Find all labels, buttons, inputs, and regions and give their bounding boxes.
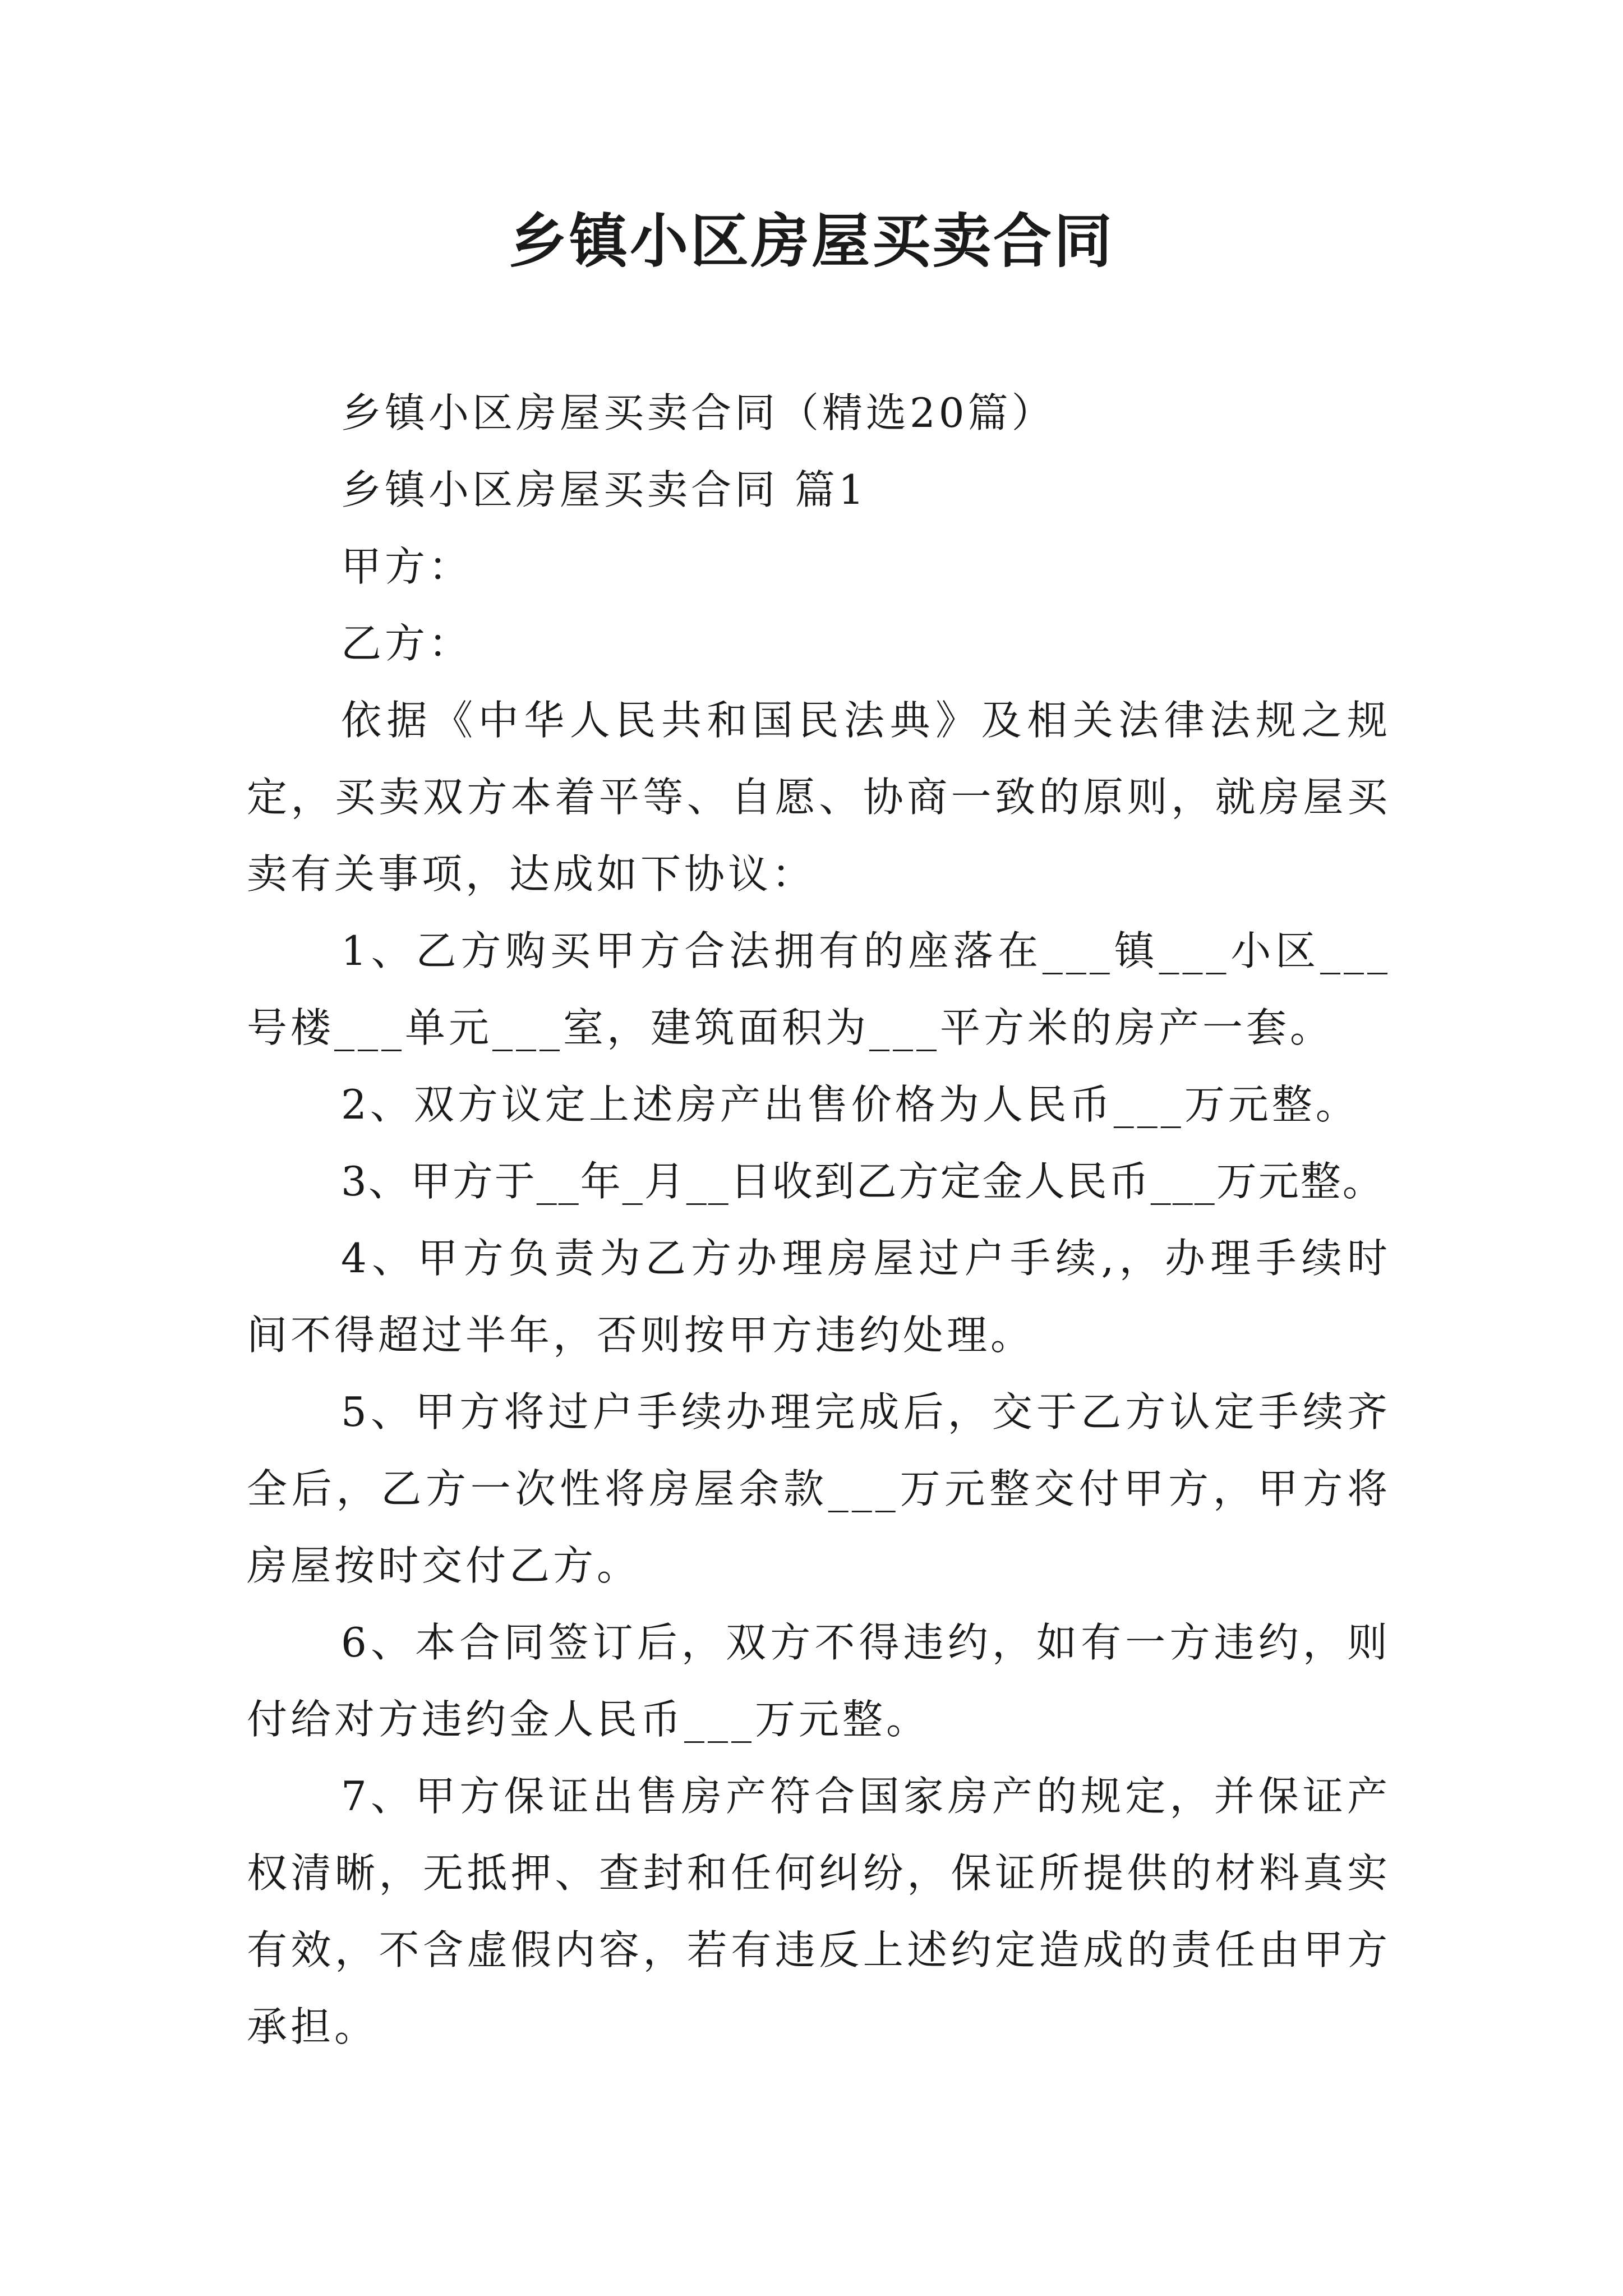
preamble-paragraph: 依据《中华人民共和国民法典》及相关法律法规之规定，买卖双方本着平等、自愿、协商一致的原则，就房屋买卖有关事项，达成如下协议： (247, 697, 1391, 898)
clause-6: 6、本合同签订后，双方不得违约，如有一方违约，则付给对方违约金人民币___万元整。 (247, 1619, 1391, 1743)
section-heading: 乡镇小区房屋买卖合同 篇1 (341, 466, 868, 513)
clause-7: 7、甲方保证出售房产符合国家房产的规定，并保证产权清晰，无抵押、查封和任何纠纷，保证所提供的材料真实有效，不含虚假内容，若有违反上述约定造成的责任由甲方承担。 (247, 1773, 1391, 2050)
clause-2: 2、双方议定上述房产出售价格为人民币___万元整。 (341, 1081, 1359, 1128)
clause-5: 5、甲方将过户手续办理完成后，交于乙方认定手续齐全后，乙方一次性将房屋余款___万元整交付甲方，甲方将房屋按时交付乙方。 (247, 1388, 1391, 1589)
party-a-line: 甲方： (341, 543, 473, 590)
subtitle-paragraph: 乡镇小区房屋买卖合同（精选20篇） (341, 389, 1055, 436)
document-title: 乡镇小区房屋买卖合同 (508, 207, 1114, 275)
clause-4: 4、甲方负责为乙方办理房屋过户手续,，办理手续时间不得超过半年，否则按甲方违约处理。 (247, 1235, 1391, 1359)
clause-1: 1、乙方购买甲方合法拥有的座落在___镇___小区___号楼___单元___室，建筑面积为___平方米的房产一套。 (247, 927, 1391, 1051)
document-body (247, 375, 1391, 2065)
clause-3: 3、甲方于__年_月__日收到乙方定金人民币___万元整。 (341, 1158, 1385, 1205)
party-b-line: 乙方： (341, 620, 473, 667)
